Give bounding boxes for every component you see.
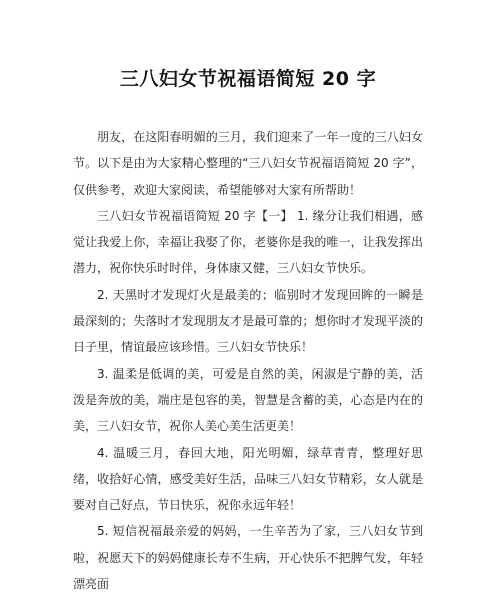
document-body: [73, 124, 423, 597]
wish-paragraph-2: 2. 天黑时才发现灯火是最美的；临别时才发现回眸的一瞬是最深刻的；失落时才发现朋友才是最可靠的；想你时才发现平淡的日子里，情谊最应该珍惜。三八妇女节快乐！: [73, 287, 423, 355]
wish-paragraph-4: 4. 温暖三月，春回大地，阳光明媚，绿草青青，整理好思绪，收拾好心情，感受美好生活，品味三八妇女节精彩，女人就是要对自己好点，节日快乐，祝你永远年轻！: [73, 445, 423, 513]
wish-paragraph-3: 3. 温柔是低调的美，可爱是自然的美，闲淑是宁静的美，活泼是奔放的美，端庄是包容的美，智慧是含蓄的美，心态是内在的美，三八妇女节，祝你人美心美生活更美！: [73, 366, 423, 434]
wish-paragraph-5: 5. 短信祝福最亲爱的妈妈，一生辛苦为了家，三八妇女节到啦，祝愿天下的妈妈健康长寿不生病，开心快乐不把脾气发，年轻漂亮面: [73, 524, 423, 592]
wish-paragraph-1: 三八妇女节祝福语简短 20 字【一】 1. 缘分让我们相遇，感觉让我爱上你，幸福让我娶了你，老婆你是我的唯一，让我发挥出潜力，祝你快乐时时伴，身体康又健，三八妇女节快乐。: [73, 208, 423, 276]
intro-paragraph: 朋友，在这阳春明媚的三月，我们迎来了一年一度的三八妇女节。以下是由为大家精心整理的“三八妇女节祝福语简短 20 字”，仅供参考，欢迎大家阅读，希望能够对大家有所帮助！: [73, 130, 423, 197]
document-title: 三八妇女节祝福语简短 20 字: [119, 68, 377, 90]
